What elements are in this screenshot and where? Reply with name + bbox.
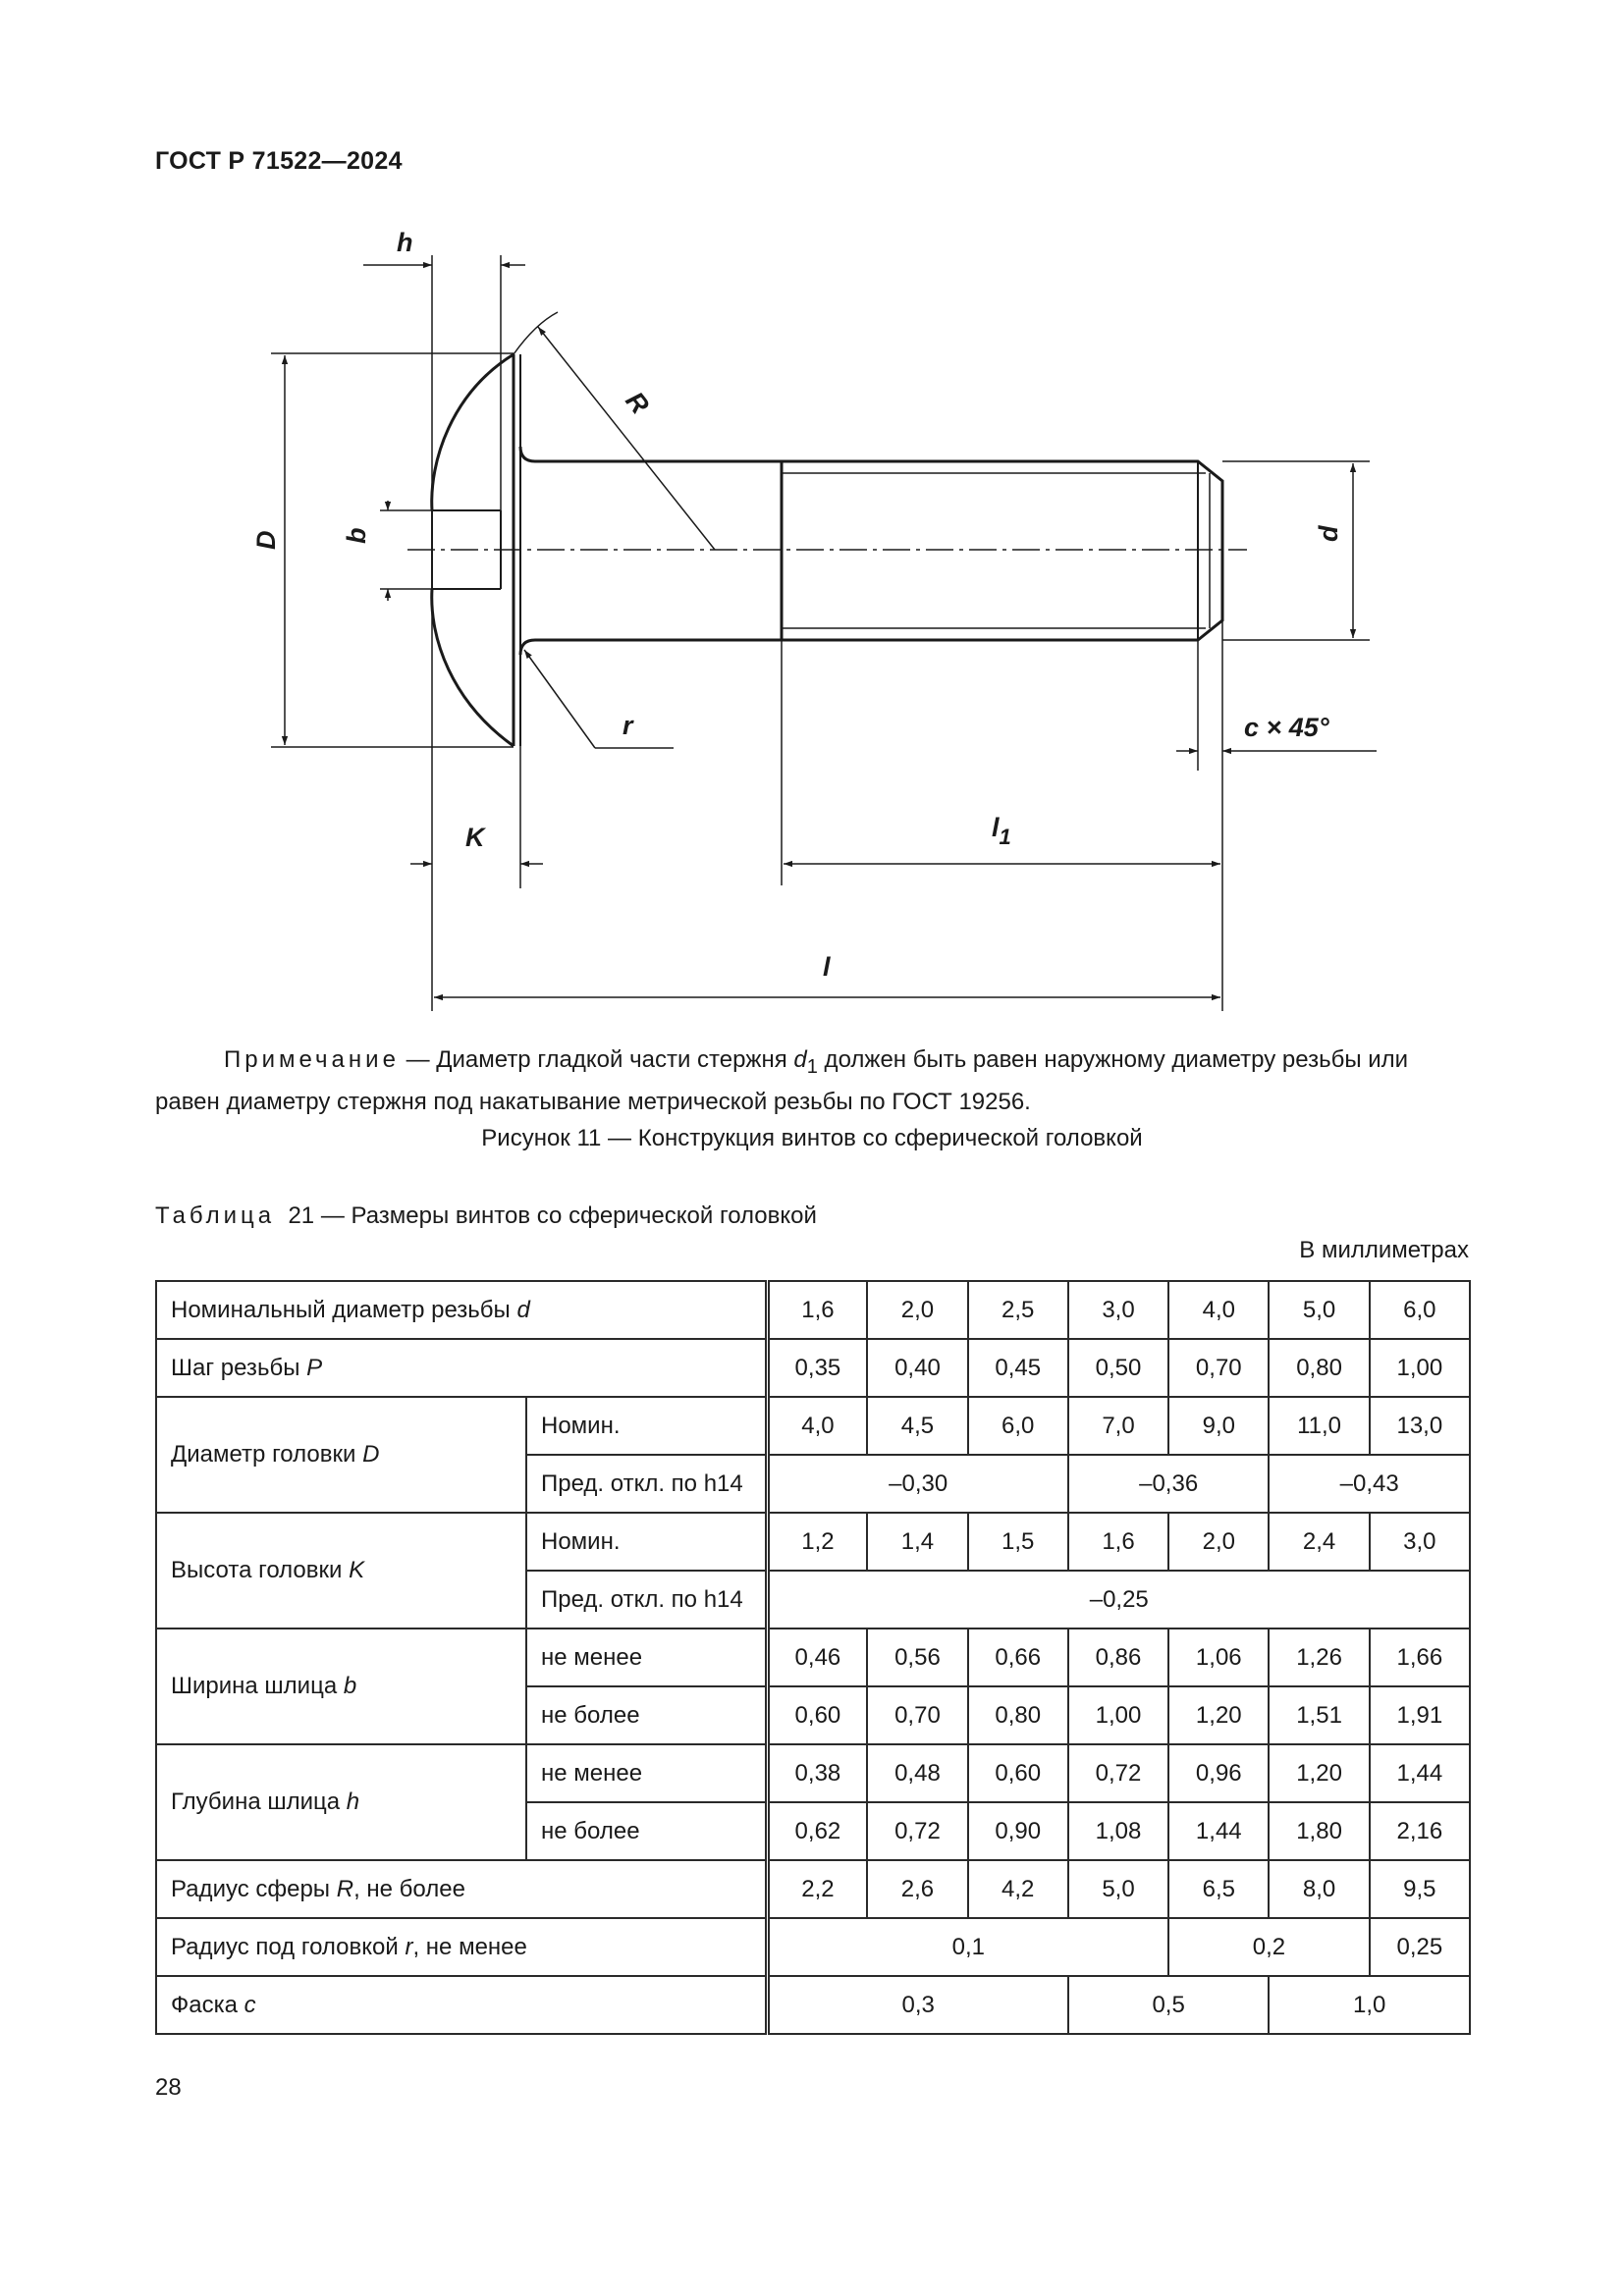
label-l1: $l_1$: [992, 813, 1011, 849]
table-units: В миллиметрах: [1299, 1237, 1469, 1263]
label-R: R: [620, 386, 655, 420]
screw-drawing: [0, 0, 1624, 1021]
row-label: Диаметр головки D: [156, 1397, 526, 1513]
label-l: l: [823, 952, 831, 982]
table-row: Глубина шлица h не менее 0,38 0,48 0,60 0,72 0,96 1,20 1,44: [156, 1744, 1470, 1802]
table-row: не более 0,62 0,72 0,90 1,08 1,44 1,80 2,16: [156, 1802, 1470, 1860]
document-header: ГОСТ Р 71522—2024: [155, 147, 403, 175]
row-label: Радиус под головкой r, не менее: [156, 1918, 767, 1976]
label-D: D: [251, 530, 281, 550]
page-number: 28: [155, 2074, 182, 2101]
dim-r: [524, 650, 595, 748]
note-lead: Примечание: [224, 1046, 400, 1073]
table-row: Радиус под головкой r, не менее 0,1 0,2 0,25: [156, 1918, 1470, 1976]
label-r: r: [623, 711, 633, 740]
label-b: b: [342, 527, 371, 544]
label-K: K: [465, 823, 485, 852]
table-row: Ширина шлица b не менее 0,46 0,56 0,66 0,86 1,06 1,26 1,66: [156, 1629, 1470, 1686]
table-caption: Таблица 21 — Размеры винтов со сферической головкой: [155, 1202, 817, 1229]
table-row: не более 0,60 0,70 0,80 1,00 1,20 1,51 1,91: [156, 1686, 1470, 1744]
table-row: Шаг резьбы P 0,35 0,40 0,45 0,50 0,70 0,80 1,00: [156, 1339, 1470, 1397]
table-row: Пред. откл. по h14 –0,25: [156, 1571, 1470, 1629]
shank-top: [520, 447, 1222, 655]
table-row: Фаска c 0,3 0,5 1,0: [156, 1976, 1470, 2034]
dim-R: [538, 327, 715, 550]
label-h: h: [397, 228, 413, 257]
table-row: Высота головки K Номин. 1,2 1,4 1,5 1,6 2,0 2,4 3,0: [156, 1513, 1470, 1571]
table-row: Радиус сферы R, не более 2,2 2,6 4,2 5,0 6,5 8,0 9,5: [156, 1860, 1470, 1918]
row-label: Высота головки K: [156, 1513, 526, 1629]
row-label: Номинальный диаметр резьбы d: [156, 1281, 767, 1339]
table-row: Пред. откл. по h14 –0,30 –0,36 –0,43: [156, 1455, 1470, 1513]
row-label: Радиус сферы R, не более: [156, 1860, 767, 1918]
dimensions-table: [155, 1280, 1471, 2035]
table-row: Номинальный диаметр резьбы d 1,6 2,0 2,5 3,0 4,0 5,0 6,0: [156, 1281, 1470, 1339]
row-label: Фаска c: [156, 1976, 767, 2034]
figure-note: Примечание — Диаметр гладкой части стержня $d_1$ должен быть равен наружному диаметру резьбы или равен диаметру стержня под накатывание метрической резьбы по ГОСТ 19256.: [155, 1046, 1409, 1115]
figure-caption: Рисунок 11 — Конструкция винтов со сферической головкой: [481, 1125, 1143, 1151]
row-label: Глубина шлица h: [156, 1744, 526, 1860]
label-d: d: [1314, 525, 1343, 542]
label-chamfer: c × 45°: [1244, 713, 1329, 742]
table-row: Диаметр головки D Номин. 4,0 4,5 6,0 7,0 9,0 11,0 13,0: [156, 1397, 1470, 1455]
row-label: Ширина шлица b: [156, 1629, 526, 1744]
row-label: Шаг резьбы P: [156, 1339, 767, 1397]
sphere-arc: [514, 312, 558, 354]
